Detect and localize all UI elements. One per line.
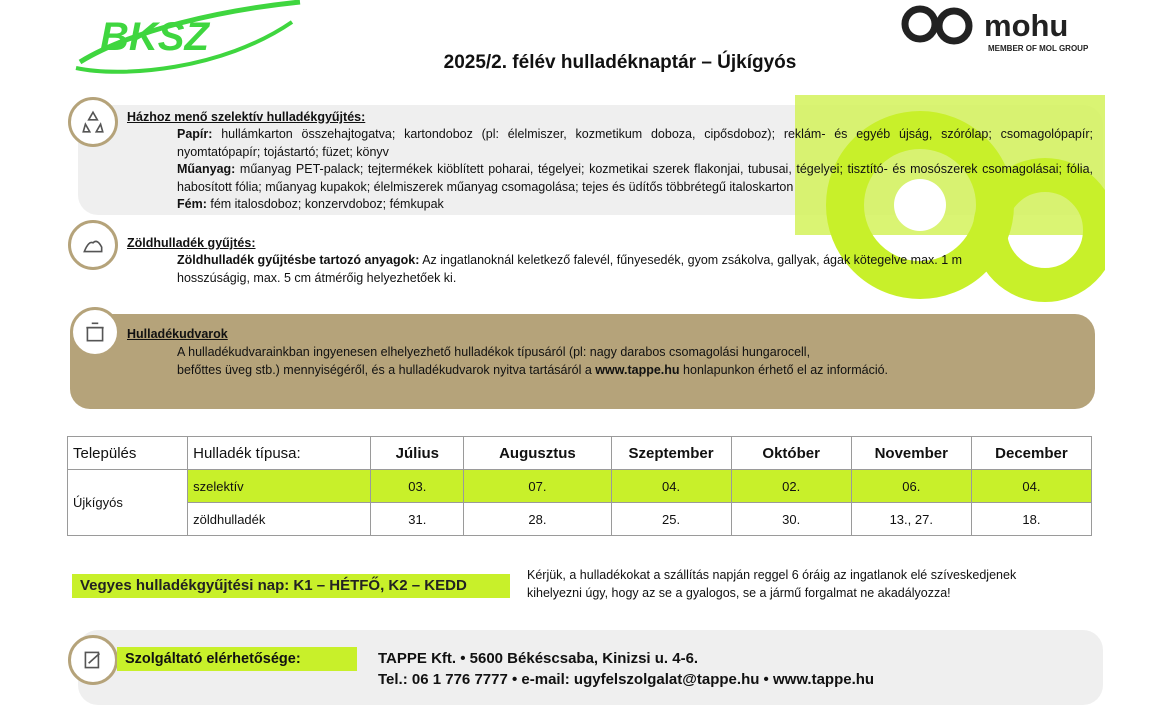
waste-yard-line2 <box>177 362 1077 380</box>
green-waste-title: Zöldhulladék gyűjtés: <box>127 236 256 250</box>
table-row <box>68 470 1092 503</box>
mohu-logo-text: mohu <box>984 8 1069 43</box>
col-month: Október <box>731 437 851 470</box>
col-month: Július <box>371 437 464 470</box>
date-cell: 04. <box>971 470 1091 503</box>
mohu-logo-subtext: MEMBER OF MOL GROUP <box>988 44 1089 53</box>
selective-metal-text <box>177 196 1093 214</box>
waste-type-cell: szelektív <box>188 470 371 503</box>
date-cell: 18. <box>971 503 1091 536</box>
waste-yard-line2-end: honlapunkon érhető el az információ. <box>679 362 889 377</box>
col-waste-type: Hulladék típusa: <box>188 437 371 470</box>
col-month: Augusztus <box>464 437 611 470</box>
tappe-link[interactable]: www.tappe.hu <box>595 362 680 377</box>
green-waste-body: Az ingatlanoknál keletkező falevél, fűnyesedék, gyom zsákolva, gallyak, ágak kötegelve max. 1 m hosszúságig, max. 5 cm átmérőig helyezhetőek ki. <box>177 253 963 285</box>
collection-calendar-table <box>67 436 1092 536</box>
recycle-icon <box>68 97 118 147</box>
waste-yard-line1: A hulladékudvarainkban ingyenesen elhelyezhető hulladékok típusáról (pl: nagy darabos csomagolási hungarocell, <box>177 345 811 359</box>
bksz-logo-text: BKSZ <box>100 15 209 59</box>
col-month: Szeptember <box>611 437 731 470</box>
waste-type-cell: zöldhulladék <box>188 503 371 536</box>
mohu-logo <box>898 2 1098 54</box>
selective-paper-text <box>177 126 1093 161</box>
date-cell: 30. <box>731 503 851 536</box>
waste-yard-line2-start: befőttes üveg stb.) mennyiségéről, és a hulladékudvarok nyitva tartásáról a <box>177 362 596 377</box>
page-title: 2025/2. félév hulladéknaptár – Újkígyós <box>443 52 797 73</box>
paper-text: hullámkarton összehajtogatva; kartondoboz (pl: élelmiszer, kozmetikum doboza, cipősdoboz); reklám- és egyéb újság, szórólap; csomagolópapír; nyomtatópapír; tojástartó; füzet; könyv <box>177 127 1093 159</box>
date-cell: 28. <box>464 503 611 536</box>
metal-text: fém italosdoboz; konzervdoboz; fémkupak <box>206 197 444 211</box>
table-header-row <box>68 437 1092 470</box>
mixed-waste-day: Vegyes hulladékgyűjtési nap: K1 – HÉTFŐ, K2 – KEDD <box>72 574 510 598</box>
paper-label: Papír: <box>177 127 213 141</box>
selective-plastic-text <box>177 161 1093 196</box>
col-month: November <box>851 437 971 470</box>
waste-yard-icon <box>70 307 120 357</box>
contact-label: Szolgáltató elérhetősége: <box>117 647 357 671</box>
selective-title: Házhoz menő szelektív hulladékgyűjtés: <box>127 110 366 124</box>
date-cell: 07. <box>464 470 611 503</box>
table-row <box>68 503 1092 536</box>
date-cell: 25. <box>611 503 731 536</box>
bksz-logo <box>72 0 307 78</box>
date-cell: 06. <box>851 470 971 503</box>
contact-phone-email[interactable]: Tel.: 06 1 776 7777 • e-mail: ugyfelszolgalat@tappe.hu • www.tappe.hu <box>378 671 875 688</box>
contact-address: TAPPE Kft. • 5600 Békéscsaba, Kinizsi u. 4-6. <box>378 650 699 667</box>
plastic-label: Műanyag: <box>177 162 236 176</box>
contact-form-icon <box>68 635 118 685</box>
green-waste-label: Zöldhulladék gyűjtésbe tartozó anyagok: <box>177 253 420 267</box>
notice-line2: kihelyezni úgy, hogy az se a gyalogos, se a jármű forgalmat ne akadályozza! <box>527 586 951 600</box>
date-cell: 03. <box>371 470 464 503</box>
green-waste-text <box>177 252 1007 287</box>
date-cell: 02. <box>731 470 851 503</box>
settlement-cell: Újkígyós <box>68 470 188 536</box>
date-cell: 31. <box>371 503 464 536</box>
placement-notice <box>527 566 1087 602</box>
leaf-pile-icon <box>68 220 118 270</box>
contact-details <box>378 648 874 690</box>
waste-yard-text <box>177 344 1077 379</box>
notice-line1: Kérjük, a hulladékokat a szállítás napján reggel 6 óráig az ingatlanok elé szíveskedjenek <box>527 568 1017 582</box>
date-cell: 04. <box>611 470 731 503</box>
col-month: December <box>971 437 1091 470</box>
date-cell: 13., 27. <box>851 503 971 536</box>
metal-label: Fém: <box>177 197 207 211</box>
col-settlement: Település <box>68 437 188 470</box>
waste-yard-title: Hulladékudvarok <box>127 327 228 341</box>
plastic-text: műanyag PET-palack; tejtermékek kiöblített poharai, tégelyei; kozmetikai szerek flakonjai, tubusai, tégelyei; tisztító- és mosószerek csomagolásai; fólia, habosított fólia; műanyag kupakok; élelmiszerek műanyag csomagolása; tejes és üdítős többrétegű italoskarton <box>177 162 1093 194</box>
